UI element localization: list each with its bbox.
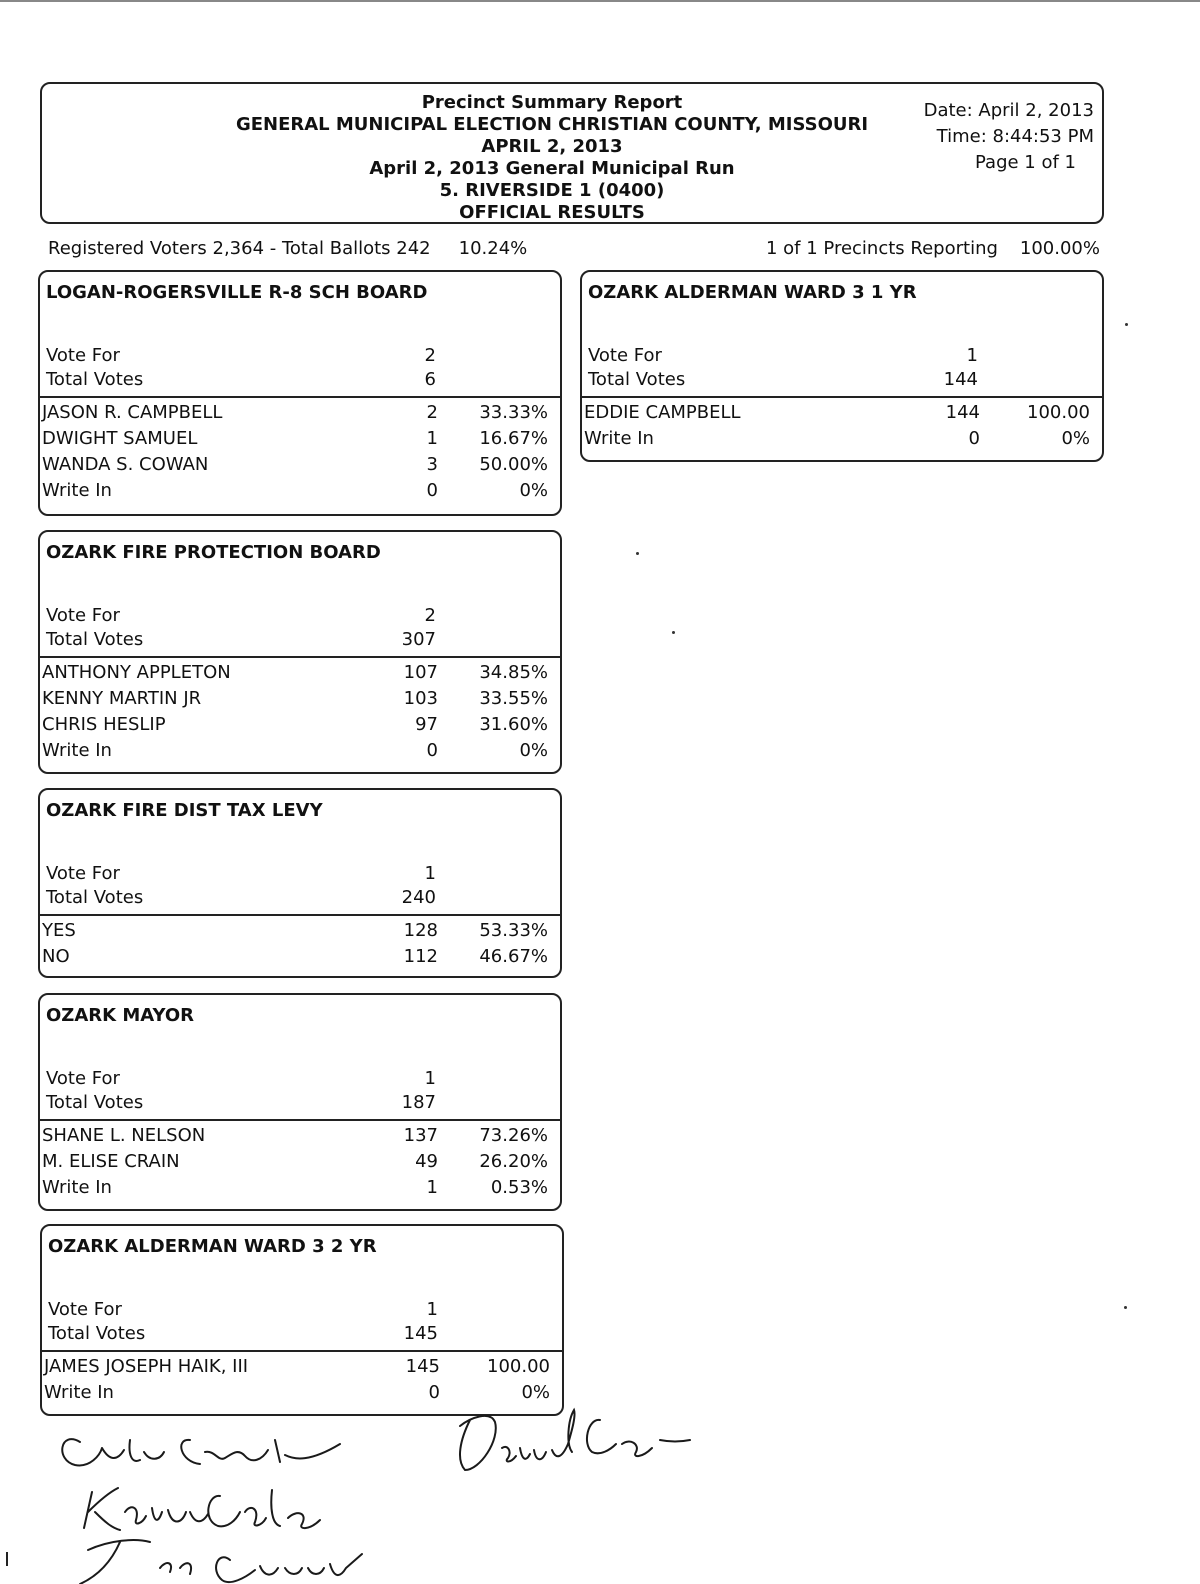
- scan-speck: [1125, 323, 1128, 326]
- candidate-name: Write In: [42, 740, 112, 761]
- candidate-votes: 0: [428, 1382, 440, 1403]
- candidate-list: [40, 918, 560, 970]
- candidate-name: Write In: [44, 1382, 114, 1403]
- candidate-percent: 31.60%: [479, 714, 548, 735]
- contest-box: [580, 270, 1104, 462]
- candidate-name: M. ELISE CRAIN: [42, 1151, 180, 1172]
- vote-for-label: Vote For: [46, 345, 120, 366]
- total-votes-label: Total Votes: [46, 369, 144, 390]
- candidate-percent: 100.00: [1027, 402, 1090, 423]
- candidate-name: ANTHONY APPLETON: [42, 662, 231, 683]
- run-name: April 2, 2013 General Municipal Run: [369, 158, 735, 179]
- candidate-row: [40, 426, 560, 452]
- contest-title: OZARK FIRE DIST TAX LEVY: [46, 800, 323, 821]
- scan-speck: [636, 552, 639, 555]
- total-votes-label: Total Votes: [588, 369, 686, 390]
- precinct-name: 5. RIVERSIDE 1 (0400): [439, 180, 665, 201]
- candidate-percent: 33.55%: [479, 688, 548, 709]
- candidate-votes: 107: [403, 662, 438, 683]
- total-votes-value: 6: [424, 369, 436, 390]
- candidate-row: [40, 918, 560, 944]
- candidate-name: Write In: [42, 480, 112, 501]
- turnout-summary: [48, 238, 527, 259]
- candidate-percent: 0%: [521, 1382, 550, 1403]
- candidate-votes: 97: [415, 714, 438, 735]
- candidate-name: WANDA S. COWAN: [42, 454, 209, 475]
- signature-3: [80, 1540, 362, 1584]
- results-status: OFFICIAL RESULTS: [459, 202, 645, 223]
- candidate-votes: 1: [426, 1177, 438, 1198]
- candidate-list: [40, 1123, 560, 1201]
- vote-for-label: Vote For: [46, 605, 120, 626]
- total-votes-label: Total Votes: [48, 1323, 146, 1344]
- candidate-percent: 0%: [519, 740, 548, 761]
- total-votes-label: Total Votes: [46, 1092, 144, 1113]
- candidate-percent: 0.53%: [490, 1177, 548, 1198]
- contest-box: [38, 530, 562, 774]
- total-votes-value: 307: [401, 629, 436, 650]
- candidate-votes: 2: [426, 402, 438, 423]
- contest-divider: [582, 396, 1102, 398]
- candidate-row: [40, 478, 560, 504]
- candidate-name: Write In: [584, 428, 654, 449]
- candidate-name: DWIGHT SAMUEL: [42, 428, 198, 449]
- report-time: Time: 8:44:53 PM: [936, 126, 1094, 147]
- scan-speck: [1124, 1306, 1127, 1309]
- candidate-votes: 128: [403, 920, 438, 941]
- candidate-votes: 137: [403, 1125, 438, 1146]
- candidate-percent: 34.85%: [479, 662, 548, 683]
- candidate-name: JAMES JOSEPH HAIK, III: [44, 1356, 249, 1377]
- candidate-percent: 26.20%: [479, 1151, 548, 1172]
- candidate-votes: 0: [426, 480, 438, 501]
- signature-1: [62, 1439, 340, 1465]
- total-votes-label: Total Votes: [46, 629, 144, 650]
- candidate-percent: 73.26%: [479, 1125, 548, 1146]
- election-name: GENERAL MUNICIPAL ELECTION CHRISTIAN COUNTY, MISSOURI: [235, 114, 869, 135]
- vote-for-value: 2: [424, 605, 436, 626]
- vote-for-label: Vote For: [46, 863, 120, 884]
- contest-title: OZARK ALDERMAN WARD 3 2 YR: [48, 1236, 377, 1257]
- candidate-name: CHRIS HESLIP: [42, 714, 166, 735]
- candidate-votes: 49: [415, 1151, 438, 1172]
- total-votes-value: 240: [401, 887, 436, 908]
- contest-box: [38, 788, 562, 978]
- candidate-row: [582, 400, 1102, 426]
- vote-for-value: 1: [426, 1299, 438, 1320]
- candidate-name: JASON R. CAMPBELL: [42, 402, 223, 423]
- total-votes-value: 145: [403, 1323, 438, 1344]
- contest-box: [38, 270, 562, 516]
- candidate-list: [42, 1354, 562, 1406]
- candidate-votes: 103: [403, 688, 438, 709]
- report-meta: [894, 98, 1094, 176]
- report-date: Date: April 2, 2013: [923, 100, 1094, 121]
- registered-voters: Registered Voters 2,364 - Total Ballots 242: [48, 238, 431, 259]
- vote-for-label: Vote For: [588, 345, 662, 366]
- precincts-percent: 100.00%: [1019, 238, 1100, 259]
- candidate-row: [40, 1175, 560, 1201]
- contest-title: OZARK MAYOR: [46, 1005, 195, 1026]
- signature-4: [460, 1410, 690, 1470]
- total-votes-label: Total Votes: [46, 887, 144, 908]
- vote-for-label: Vote For: [46, 1068, 120, 1089]
- candidate-row: [40, 660, 560, 686]
- contest-box: [40, 1224, 564, 1416]
- candidate-row: [42, 1354, 562, 1380]
- vote-for-label: Vote For: [48, 1299, 122, 1320]
- report-title-block: [122, 92, 982, 224]
- contest-divider: [40, 396, 560, 398]
- candidate-percent: 50.00%: [479, 454, 548, 475]
- candidate-percent: 46.67%: [479, 946, 548, 967]
- contest-divider: [42, 1350, 562, 1352]
- candidate-list: [40, 400, 560, 504]
- candidate-votes: 144: [945, 402, 980, 423]
- candidate-votes: 1: [426, 428, 438, 449]
- scan-speck: [672, 631, 675, 634]
- candidate-row: [40, 738, 560, 764]
- contest-title: LOGAN-ROGERSVILLE R-8 SCH BOARD: [46, 282, 428, 303]
- precincts-summary: [766, 238, 1100, 259]
- contest-title: OZARK FIRE PROTECTION BOARD: [46, 542, 381, 563]
- candidate-row: [40, 1123, 560, 1149]
- candidate-name: KENNY MARTIN JR: [42, 688, 202, 709]
- candidate-percent: 16.67%: [479, 428, 548, 449]
- candidate-percent: 0%: [1061, 428, 1090, 449]
- candidate-votes: 3: [426, 454, 438, 475]
- page-number: Page 1 of 1: [975, 152, 1076, 173]
- candidate-list: [582, 400, 1102, 452]
- page-top-edge: [0, 0, 1200, 2]
- scan-edge-mark: [6, 1552, 8, 1566]
- candidate-name: SHANE L. NELSON: [42, 1125, 206, 1146]
- candidate-name: YES: [42, 920, 76, 941]
- candidate-percent: 33.33%: [479, 402, 548, 423]
- contest-divider: [40, 1119, 560, 1121]
- candidate-votes: 0: [426, 740, 438, 761]
- total-votes-value: 187: [401, 1092, 436, 1113]
- candidate-row: [40, 944, 560, 970]
- candidate-row: [40, 686, 560, 712]
- vote-for-value: 1: [424, 1068, 436, 1089]
- contest-divider: [40, 656, 560, 658]
- turnout-percent: 10.24%: [458, 238, 528, 259]
- vote-for-value: 2: [424, 345, 436, 366]
- total-votes-value: 144: [943, 369, 978, 390]
- candidate-row: [582, 426, 1102, 452]
- candidate-votes: 145: [405, 1356, 440, 1377]
- candidate-row: [40, 400, 560, 426]
- vote-for-value: 1: [424, 863, 436, 884]
- precincts-reporting: 1 of 1 Precincts Reporting: [766, 238, 998, 259]
- candidate-row: [40, 1149, 560, 1175]
- candidate-row: [40, 452, 560, 478]
- candidate-name: EDDIE CAMPBELL: [584, 402, 741, 423]
- candidate-votes: 0: [968, 428, 980, 449]
- report-title: Precinct Summary Report: [421, 92, 683, 113]
- contest-divider: [40, 914, 560, 916]
- candidate-percent: 100.00: [487, 1356, 550, 1377]
- signatures: [40, 1400, 740, 1584]
- candidate-name: Write In: [42, 1177, 112, 1198]
- candidate-name: NO: [42, 946, 70, 967]
- candidate-row: [40, 712, 560, 738]
- election-date: APRIL 2, 2013: [481, 136, 623, 157]
- candidate-percent: 53.33%: [479, 920, 548, 941]
- candidate-percent: 0%: [519, 480, 548, 501]
- contest-title: OZARK ALDERMAN WARD 3 1 YR: [588, 282, 917, 303]
- candidate-list: [40, 660, 560, 764]
- report-header: [40, 82, 1104, 224]
- signature-2: [84, 1488, 320, 1530]
- candidate-votes: 112: [403, 946, 438, 967]
- contest-box: [38, 993, 562, 1211]
- vote-for-value: 1: [966, 345, 978, 366]
